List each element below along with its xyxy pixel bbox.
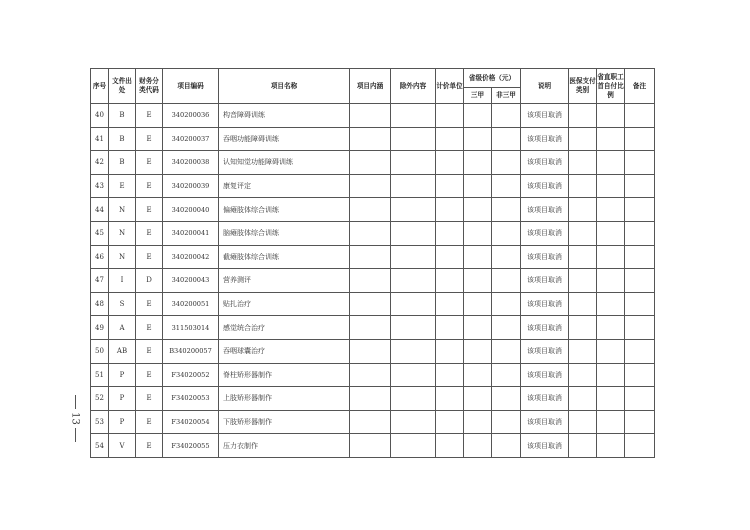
cell-fin-code: E [136, 198, 163, 222]
page-number-text: 13 [69, 412, 81, 425]
page-number [68, 395, 82, 442]
cell-item-code: 340200036 [163, 104, 219, 128]
cell-source: B [109, 104, 136, 128]
cell-content [350, 221, 391, 245]
cell-content [350, 339, 391, 363]
cell-unit [436, 316, 464, 340]
table-row [91, 292, 655, 316]
cell-staff-ratio [597, 269, 625, 293]
cell-content [350, 174, 391, 198]
cell-source: N [109, 245, 136, 269]
cell-seq: 54 [91, 434, 109, 458]
cell-content [350, 198, 391, 222]
cell-price-non-tier3 [492, 269, 521, 293]
cell-seq: 42 [91, 151, 109, 175]
cell-staff-ratio [597, 198, 625, 222]
cell-insurance [569, 221, 597, 245]
cell-unit [436, 339, 464, 363]
cell-price-tier3 [464, 174, 492, 198]
cell-seq: 40 [91, 104, 109, 128]
header-unit: 计价单位 [436, 69, 464, 104]
header-staff-ratio: 省直职工首自付比例 [597, 69, 625, 104]
page-number-rule-top [75, 395, 76, 409]
cell-item-name: 偏瘫肢体综合训练 [219, 198, 350, 222]
cell-note: 该项目取消 [521, 410, 569, 434]
cell-source: N [109, 221, 136, 245]
cell-staff-ratio [597, 292, 625, 316]
cell-seq: 51 [91, 363, 109, 387]
cell-remark [625, 245, 655, 269]
cell-source: P [109, 363, 136, 387]
cell-insurance [569, 198, 597, 222]
cell-price-tier3 [464, 316, 492, 340]
cell-item-name: 认知知觉功能障碍训练 [219, 151, 350, 175]
cell-note: 该项目取消 [521, 127, 569, 151]
table-body [91, 104, 655, 458]
cell-remark [625, 292, 655, 316]
cell-fin-code: D [136, 269, 163, 293]
cell-insurance [569, 151, 597, 175]
cell-staff-ratio [597, 221, 625, 245]
cell-insurance [569, 434, 597, 458]
cell-insurance [569, 363, 597, 387]
cell-price-tier3 [464, 127, 492, 151]
cell-excluded [391, 339, 436, 363]
cell-content [350, 104, 391, 128]
cell-excluded [391, 316, 436, 340]
cell-price-non-tier3 [492, 339, 521, 363]
cell-price-tier3 [464, 104, 492, 128]
cell-staff-ratio [597, 151, 625, 175]
cell-remark [625, 316, 655, 340]
cell-fin-code: E [136, 410, 163, 434]
cell-fin-code: E [136, 339, 163, 363]
cell-item-name: 下肢矫形器制作 [219, 410, 350, 434]
cell-item-code: F34020052 [163, 363, 219, 387]
cell-unit [436, 104, 464, 128]
cell-staff-ratio [597, 174, 625, 198]
cell-item-code: F34020055 [163, 434, 219, 458]
cell-insurance [569, 174, 597, 198]
table-row [91, 363, 655, 387]
cell-note: 该项目取消 [521, 104, 569, 128]
cell-price-tier3 [464, 339, 492, 363]
cell-remark [625, 387, 655, 411]
cell-price-non-tier3 [492, 387, 521, 411]
cell-price-tier3 [464, 387, 492, 411]
cell-item-code: B340200057 [163, 339, 219, 363]
cell-excluded [391, 151, 436, 175]
cell-note: 该项目取消 [521, 363, 569, 387]
cell-excluded [391, 387, 436, 411]
cell-unit [436, 127, 464, 151]
cell-price-tier3 [464, 198, 492, 222]
cell-content [350, 127, 391, 151]
cell-content [350, 151, 391, 175]
header-non-tier3: 非三甲 [492, 88, 521, 104]
cell-unit [436, 363, 464, 387]
cell-item-code: 340200039 [163, 174, 219, 198]
cell-excluded [391, 104, 436, 128]
table-row [91, 104, 655, 128]
cell-insurance [569, 127, 597, 151]
cell-remark [625, 339, 655, 363]
table-row [91, 151, 655, 175]
table-row [91, 339, 655, 363]
cell-unit [436, 269, 464, 293]
cell-note: 该项目取消 [521, 221, 569, 245]
cell-item-code: 340200042 [163, 245, 219, 269]
cell-excluded [391, 221, 436, 245]
cell-item-code: 340200043 [163, 269, 219, 293]
cell-staff-ratio [597, 434, 625, 458]
cell-note: 该项目取消 [521, 316, 569, 340]
cell-item-name: 吞咽球囊治疗 [219, 339, 350, 363]
cell-item-name: 脊柱矫形器制作 [219, 363, 350, 387]
cell-staff-ratio [597, 127, 625, 151]
cell-source: E [109, 174, 136, 198]
cell-excluded [391, 127, 436, 151]
cell-staff-ratio [597, 410, 625, 434]
cell-item-name: 营养测评 [219, 269, 350, 293]
cell-seq: 48 [91, 292, 109, 316]
cell-item-code: 340200038 [163, 151, 219, 175]
cell-item-code: 340200041 [163, 221, 219, 245]
cell-unit [436, 221, 464, 245]
header-excluded: 除外内容 [391, 69, 436, 104]
cell-item-name: 吞咽功能障碍训练 [219, 127, 350, 151]
cell-source: AB [109, 339, 136, 363]
cell-item-code: 340200037 [163, 127, 219, 151]
cell-price-non-tier3 [492, 434, 521, 458]
cell-seq: 52 [91, 387, 109, 411]
table-row [91, 174, 655, 198]
cell-content [350, 410, 391, 434]
cell-remark [625, 198, 655, 222]
header-seq: 序号 [91, 69, 109, 104]
cell-price-tier3 [464, 434, 492, 458]
cell-fin-code: E [136, 221, 163, 245]
header-source: 文件出处 [109, 69, 136, 104]
cell-unit [436, 151, 464, 175]
cell-price-non-tier3 [492, 221, 521, 245]
cell-insurance [569, 245, 597, 269]
cell-price-non-tier3 [492, 410, 521, 434]
cell-price-non-tier3 [492, 151, 521, 175]
cell-price-non-tier3 [492, 363, 521, 387]
cell-source: N [109, 198, 136, 222]
cell-staff-ratio [597, 245, 625, 269]
cell-excluded [391, 174, 436, 198]
cell-content [350, 387, 391, 411]
cell-excluded [391, 410, 436, 434]
cell-unit [436, 434, 464, 458]
cell-insurance [569, 410, 597, 434]
cell-insurance [569, 316, 597, 340]
cell-source: B [109, 127, 136, 151]
cell-item-name: 上肢矫形器制作 [219, 387, 350, 411]
header-content: 项目内涵 [350, 69, 391, 104]
cell-unit [436, 245, 464, 269]
cell-item-name: 康复评定 [219, 174, 350, 198]
cell-fin-code: E [136, 292, 163, 316]
table-row [91, 387, 655, 411]
cell-seq: 44 [91, 198, 109, 222]
header-item-code: 项目编码 [163, 69, 219, 104]
cell-price-non-tier3 [492, 198, 521, 222]
cell-note: 该项目取消 [521, 151, 569, 175]
cell-fin-code: E [136, 104, 163, 128]
cell-excluded [391, 434, 436, 458]
price-table-sheet [90, 68, 655, 458]
cell-source: V [109, 434, 136, 458]
header-item-name: 项目名称 [219, 69, 350, 104]
cell-staff-ratio [597, 363, 625, 387]
cell-price-non-tier3 [492, 292, 521, 316]
cell-content [350, 316, 391, 340]
cell-insurance [569, 387, 597, 411]
cell-price-non-tier3 [492, 104, 521, 128]
cell-seq: 50 [91, 339, 109, 363]
cell-remark [625, 363, 655, 387]
cell-fin-code: E [136, 363, 163, 387]
cell-staff-ratio [597, 387, 625, 411]
cell-unit [436, 387, 464, 411]
cell-content [350, 363, 391, 387]
cell-note: 该项目取消 [521, 292, 569, 316]
cell-price-non-tier3 [492, 174, 521, 198]
header-insurance: 医保支付类别 [569, 69, 597, 104]
cell-seq: 49 [91, 316, 109, 340]
cell-remark [625, 221, 655, 245]
cell-staff-ratio [597, 104, 625, 128]
table-row [91, 410, 655, 434]
cell-seq: 45 [91, 221, 109, 245]
cell-unit [436, 410, 464, 434]
cell-item-name: 构音障碍训练 [219, 104, 350, 128]
cell-source: A [109, 316, 136, 340]
header-remark: 备注 [625, 69, 655, 104]
page-number-rule-bottom [75, 428, 76, 442]
table-row [91, 434, 655, 458]
cell-source: B [109, 151, 136, 175]
table-row [91, 221, 655, 245]
cell-price-non-tier3 [492, 316, 521, 340]
table-row [91, 316, 655, 340]
cell-seq: 47 [91, 269, 109, 293]
table-row [91, 269, 655, 293]
cell-remark [625, 410, 655, 434]
cell-item-code: 311503014 [163, 316, 219, 340]
cell-content [350, 292, 391, 316]
cell-staff-ratio [597, 339, 625, 363]
cell-content [350, 434, 391, 458]
cell-insurance [569, 104, 597, 128]
cell-content [350, 269, 391, 293]
cell-seq: 41 [91, 127, 109, 151]
cell-fin-code: E [136, 245, 163, 269]
cell-excluded [391, 198, 436, 222]
cell-excluded [391, 269, 436, 293]
cell-item-name: 截瘫肢体综合训练 [219, 245, 350, 269]
cell-fin-code: E [136, 316, 163, 340]
cell-item-name: 贴扎治疗 [219, 292, 350, 316]
cell-source: I [109, 269, 136, 293]
cell-source: P [109, 410, 136, 434]
cell-price-tier3 [464, 292, 492, 316]
cell-remark [625, 151, 655, 175]
cell-item-code: 340200051 [163, 292, 219, 316]
header-fin-code: 财务分类代码 [136, 69, 163, 104]
cell-fin-code: E [136, 174, 163, 198]
cell-item-name: 感觉统合治疗 [219, 316, 350, 340]
cell-price-non-tier3 [492, 127, 521, 151]
header-tier3: 三甲 [464, 88, 492, 104]
cell-remark [625, 127, 655, 151]
cell-price-tier3 [464, 410, 492, 434]
cell-note: 该项目取消 [521, 198, 569, 222]
cell-unit [436, 292, 464, 316]
cell-note: 该项目取消 [521, 174, 569, 198]
cell-price-tier3 [464, 151, 492, 175]
cell-price-tier3 [464, 269, 492, 293]
cell-fin-code: E [136, 387, 163, 411]
cell-excluded [391, 292, 436, 316]
cell-insurance [569, 269, 597, 293]
cell-remark [625, 104, 655, 128]
header-note: 说明 [521, 69, 569, 104]
cell-price-tier3 [464, 221, 492, 245]
cell-source: P [109, 387, 136, 411]
cell-fin-code: E [136, 434, 163, 458]
cell-source: S [109, 292, 136, 316]
cell-content [350, 245, 391, 269]
cell-item-code: F34020054 [163, 410, 219, 434]
cell-seq: 43 [91, 174, 109, 198]
cell-remark [625, 434, 655, 458]
cell-insurance [569, 339, 597, 363]
cell-unit [436, 174, 464, 198]
cell-item-name: 脑瘫肢体综合训练 [219, 221, 350, 245]
cell-note: 该项目取消 [521, 269, 569, 293]
cell-note: 该项目取消 [521, 245, 569, 269]
cell-item-name: 压力衣制作 [219, 434, 350, 458]
cell-fin-code: E [136, 151, 163, 175]
cell-staff-ratio [597, 316, 625, 340]
table-row [91, 127, 655, 151]
cell-remark [625, 174, 655, 198]
cell-seq: 53 [91, 410, 109, 434]
cell-unit [436, 198, 464, 222]
cell-seq: 46 [91, 245, 109, 269]
cell-excluded [391, 245, 436, 269]
cell-insurance [569, 292, 597, 316]
price-table [90, 68, 655, 458]
cell-fin-code: E [136, 127, 163, 151]
cell-note: 该项目取消 [521, 434, 569, 458]
header-price-group: 省级价格（元） [464, 69, 521, 88]
cell-note: 该项目取消 [521, 339, 569, 363]
cell-price-tier3 [464, 245, 492, 269]
table-row [91, 245, 655, 269]
cell-note: 该项目取消 [521, 387, 569, 411]
table-row [91, 198, 655, 222]
cell-excluded [391, 363, 436, 387]
cell-price-tier3 [464, 363, 492, 387]
cell-price-non-tier3 [492, 245, 521, 269]
cell-remark [625, 269, 655, 293]
cell-item-code: F34020053 [163, 387, 219, 411]
cell-item-code: 340200040 [163, 198, 219, 222]
